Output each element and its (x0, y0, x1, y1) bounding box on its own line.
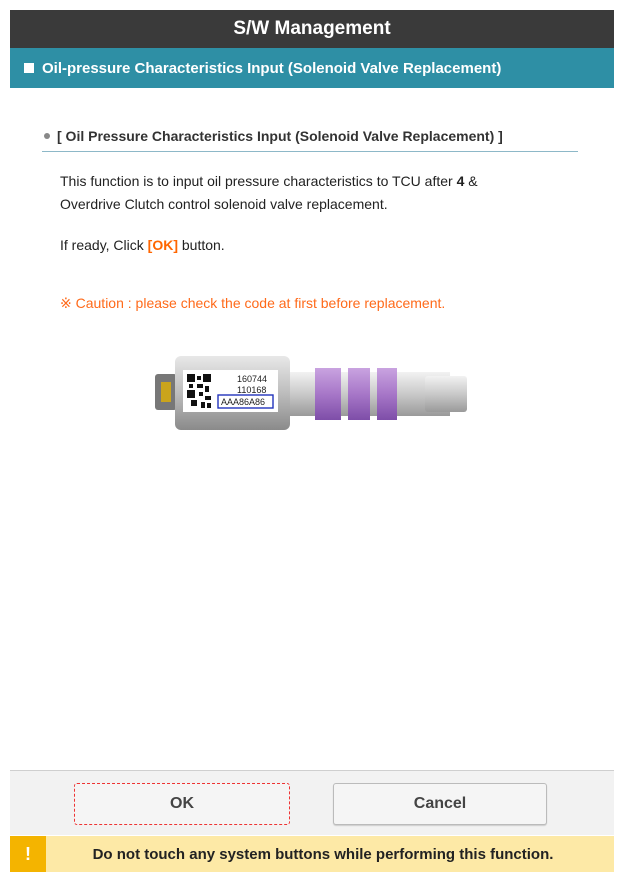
label-code: AAA86A86 (221, 397, 266, 407)
section-title: [ Oil Pressure Characteristics Input (Solenoid Valve Replacement) ] (57, 128, 503, 144)
ok-reference: [OK] (147, 237, 178, 253)
ready-instruction (60, 234, 580, 257)
warning-bar (10, 836, 614, 872)
purple-band-2 (348, 368, 370, 420)
purple-band-1 (315, 368, 341, 420)
description (60, 170, 580, 216)
function-header (10, 48, 614, 88)
window-title: S/W Management (10, 10, 614, 48)
caution-text: ※ Caution : please check the code at first before replacement. (60, 295, 446, 311)
description-text: This function is to input oil pressure characteristics to TCU after (60, 173, 457, 189)
ok-button[interactable]: OK (74, 783, 290, 825)
description-text-end: & (464, 173, 478, 189)
cancel-button[interactable]: Cancel (333, 783, 547, 825)
solenoid-valve-image (155, 352, 470, 434)
function-title: Oil-pressure Characteristics Input (Solenoid Valve Replacement) (42, 59, 502, 77)
description-line-1 (60, 170, 580, 193)
description-bold: 4 (456, 173, 465, 189)
bullet-icon (44, 133, 50, 139)
warning-text: Do not touch any system buttons while performing this function. (92, 845, 554, 863)
valve-tip (425, 376, 467, 412)
description-line-2: Overdrive Clutch control solenoid valve replacement. (60, 196, 388, 212)
ready-text: If ready, Click (60, 237, 148, 253)
warning-icon: ! (10, 836, 46, 872)
purple-band-3 (377, 368, 397, 420)
square-bullet-icon (24, 63, 34, 73)
section-heading (42, 123, 578, 152)
connector-pins (161, 382, 171, 402)
qr-code-icon (186, 373, 212, 409)
label-line-2: 110168 (237, 385, 267, 395)
ready-text-end: button. (177, 237, 225, 253)
label-line-1: 160744 (237, 374, 268, 384)
